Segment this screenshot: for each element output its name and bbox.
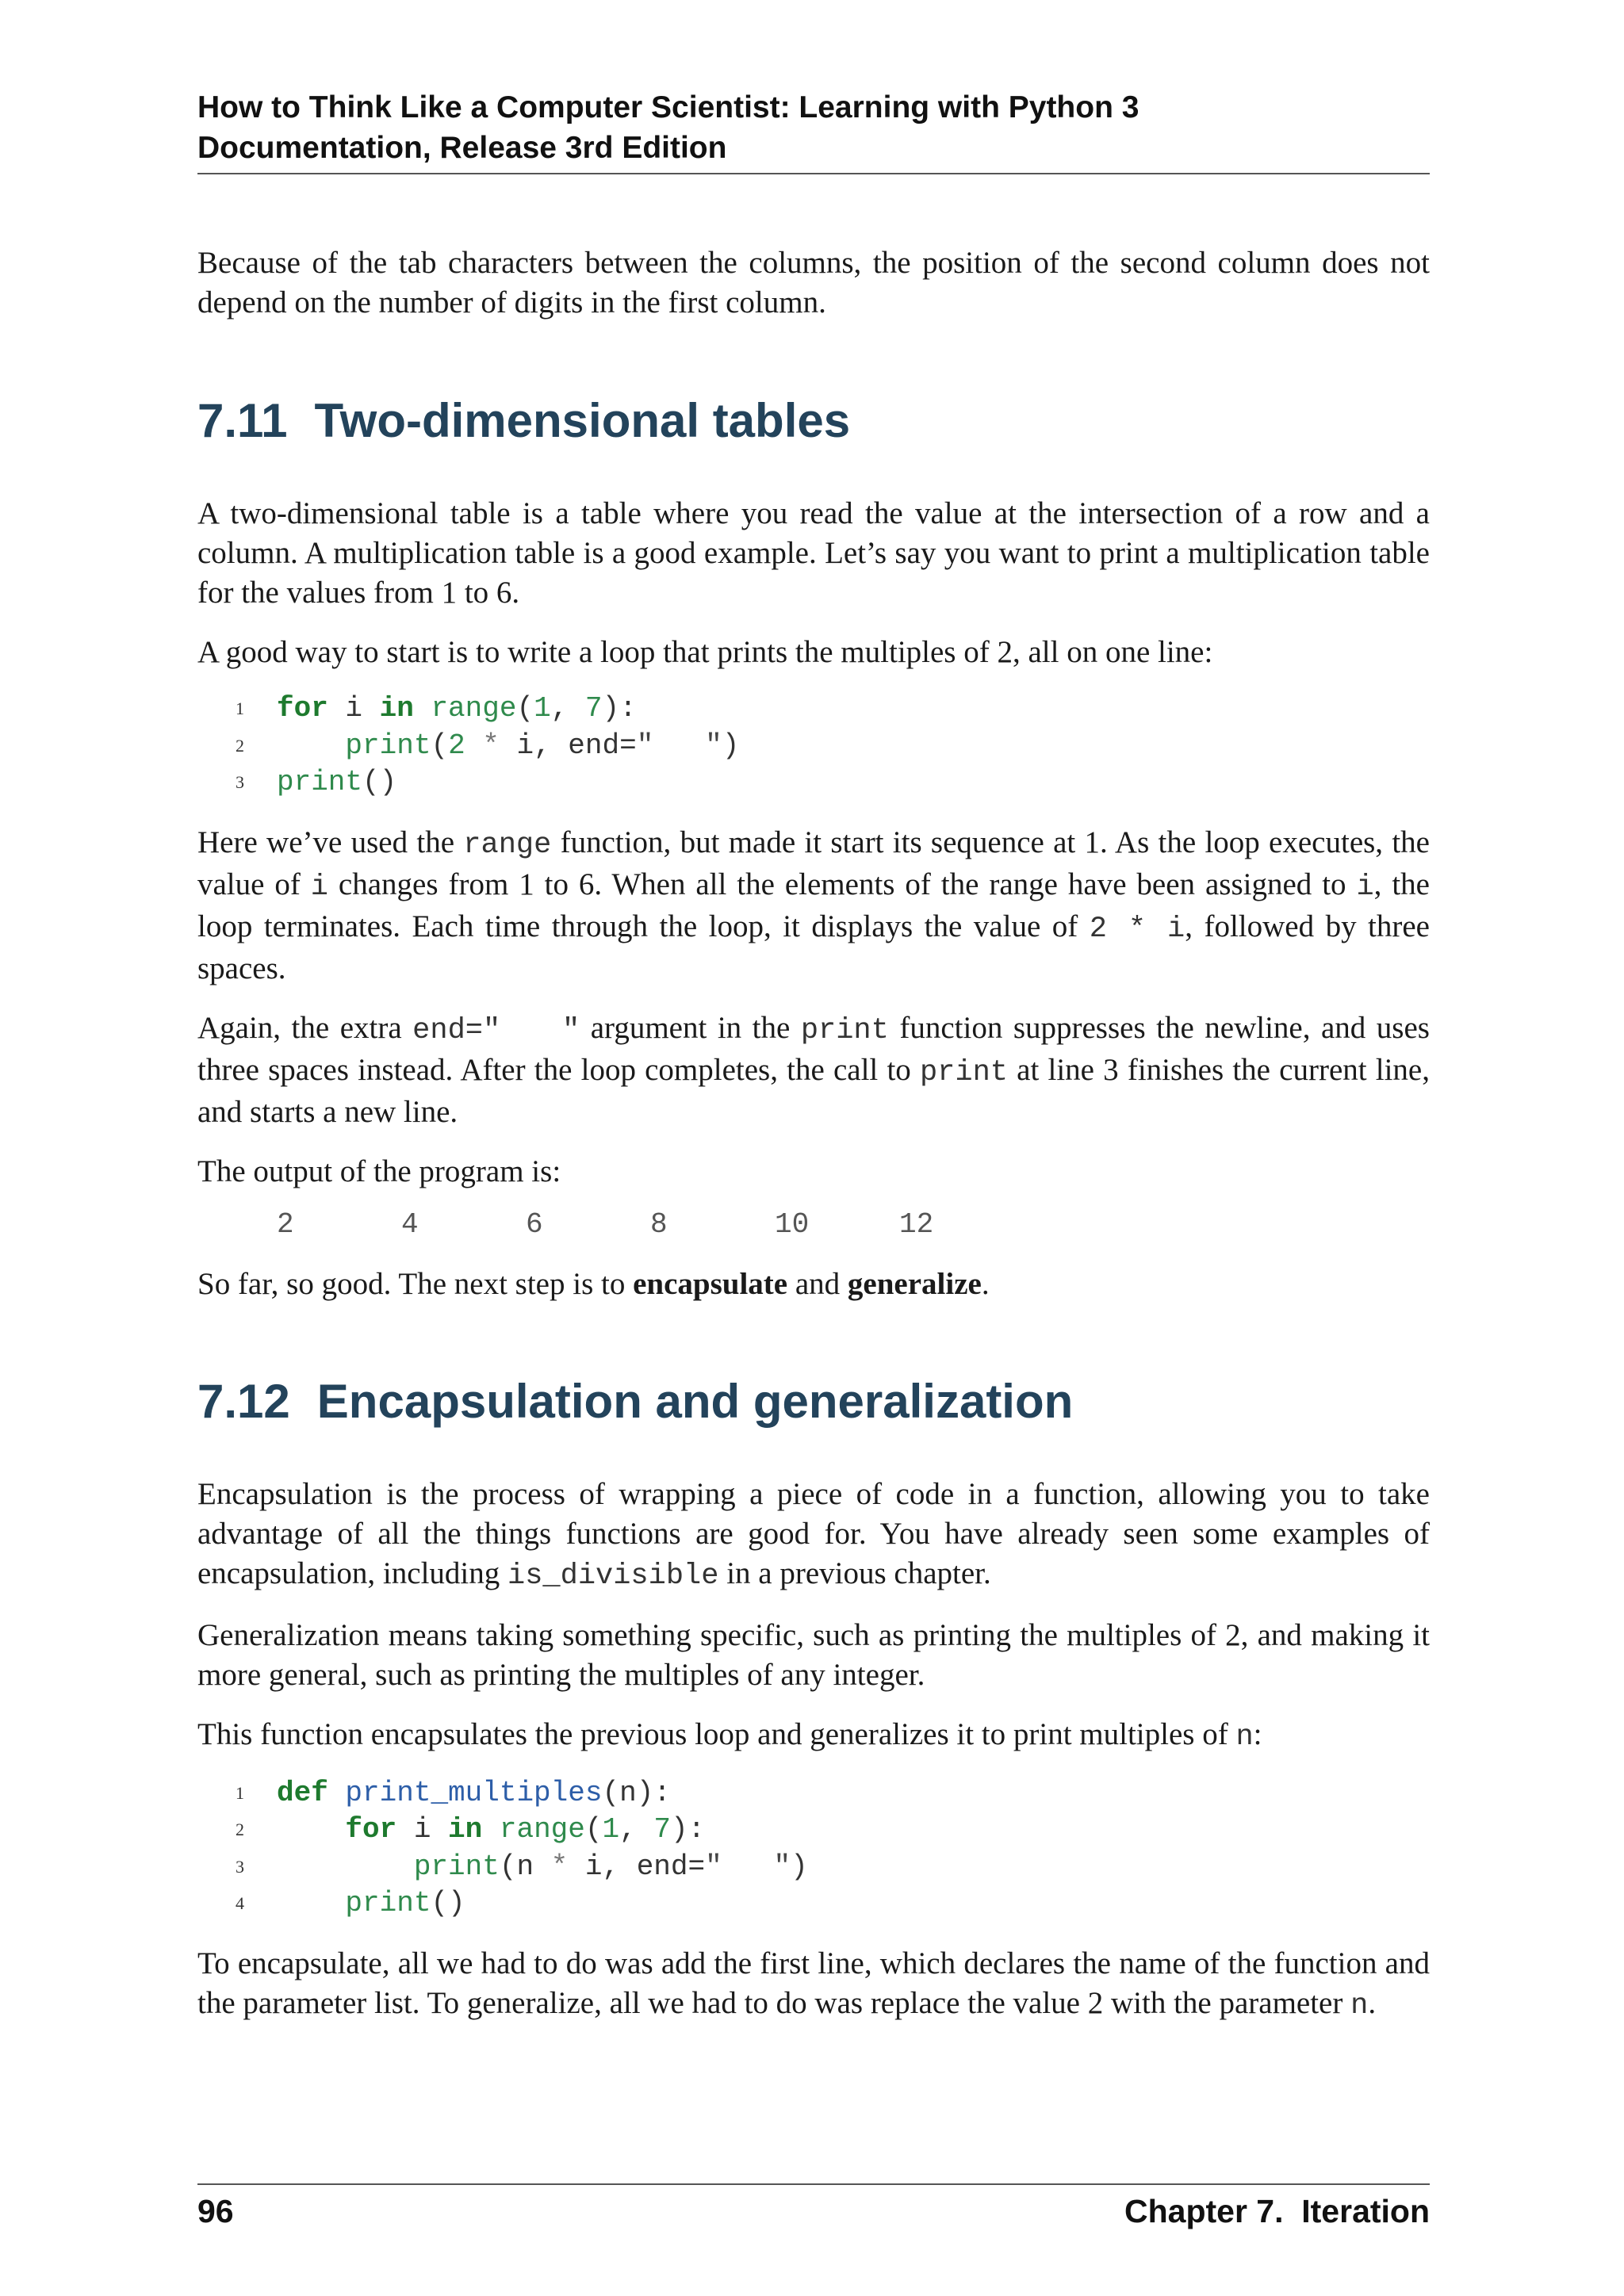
section-title: Two-dimensional tables [314, 394, 851, 447]
output-value: 6 [526, 1207, 543, 1241]
inline-code: n [1350, 1988, 1369, 2022]
code-line: 4 print() [197, 1885, 1430, 1923]
page-number: 96 [197, 2193, 234, 2229]
header-title-line1: How to Think Like a Computer Scientist: Learning with Python 3 [197, 90, 1139, 124]
output-value: 10 [775, 1207, 810, 1241]
inline-code: i [1356, 870, 1374, 904]
code-block-multiples-of-2 [197, 691, 1430, 802]
section-number: 7.12 [197, 1374, 290, 1428]
paragraph-range-explanation: Here we’ve used the range function, but made it start its sequence at 1. As the loop executes, the value of i changes from 1 to 6. When all the elements of the range have been assigned to i, the loop terminates. Each time through the loop, it displays the value of 2 * i, followed by three spaces. [197, 825, 1430, 985]
inline-code: range [463, 828, 552, 862]
paragraph-generalization-definition: Generalization means taking something specific, such as printing the multiples of 2, and making it more general, such as printing the multiples of any integer. [197, 1617, 1430, 1692]
inline-code: end=" " [412, 1013, 580, 1047]
inline-code: is_divisible [508, 1559, 719, 1593]
line-number: 2 [236, 1820, 244, 1839]
inline-code: i [310, 870, 329, 904]
paragraph-2d-tables-intro: A two-dimensional table is a table where you read the value at the intersection of a row and a column. A multiplication table is a good example. Let’s say you want to print a multiplication table for the values from 1 to 6. [197, 496, 1430, 610]
bold-term: encapsulate [633, 1266, 788, 1301]
paragraph-encapsulate-explanation: To encapsulate, all we had to do was add the first line, which declares the name of the function and the parameter list. To generalize, all we had to do was replace the value 2 with the parameter n. [197, 1946, 1430, 2022]
code-line: 2 for i in range(1, 7): [197, 1812, 1430, 1849]
line-number: 4 [236, 1893, 244, 1913]
code-line: 3 print(n * i, end=" ") [197, 1849, 1430, 1886]
paragraph-loop-intro: A good way to start is to write a loop that prints the multiples of 2, all on one line: [197, 635, 1213, 669]
line-number: 3 [236, 772, 244, 792]
intro-paragraph: Because of the tab characters between the columns, the position of the second column does not depend on the number of digits in the first column. [197, 246, 1430, 320]
section-number: 7.11 [197, 394, 288, 447]
paragraph-function-intro: This function encapsulates the previous loop and generalizes it to print multiples of n: [197, 1716, 1262, 1754]
paragraph-encapsulation-definition: Encapsulation is the process of wrapping a piece of code in a function, allowing you to take advantage of all the things functions are good for. You have already seen some examples of encapsulation, including is_divisible in a previous chapter. [197, 1476, 1430, 1593]
output-value: 12 [899, 1207, 934, 1241]
code-line: 1 for i in range(1, 7): [197, 691, 1430, 728]
paragraph-output-intro: The output of the program is: [197, 1154, 561, 1188]
line-number: 3 [236, 1856, 244, 1877]
code-line: 2 print(2 * i, end=" ") [197, 728, 1430, 765]
paragraph-end-argument: Again, the extra end=" " argument in the print function suppresses the newline, and uses three spaces instead. After the loop completes, the call to print at line 3 finishes the current line, and starts a new line. [197, 1010, 1430, 1129]
inline-code: n [1235, 1720, 1254, 1754]
document-page [197, 87, 1430, 2026]
chapter-label: Chapter 7. Iteration [1124, 2193, 1430, 2229]
program-output [197, 1207, 1430, 1243]
paragraph-next-step: So far, so good. The next step is to encapsulate and generalize. [197, 1266, 990, 1301]
inline-code: print [919, 1055, 1008, 1089]
output-value: 2 [277, 1207, 294, 1241]
code-block-print-multiples [197, 1775, 1430, 1923]
line-number: 2 [236, 735, 244, 756]
inline-code: 2 * i [1089, 912, 1185, 946]
section-title: Encapsulation and generalization [316, 1374, 1074, 1428]
code-line: 1 def print_multiples(n): [197, 1775, 1430, 1812]
header-title-line2: Documentation, Release 3rd Edition [197, 131, 727, 165]
page-footer [197, 2183, 1430, 2230]
section-heading-7-11 [197, 392, 1430, 450]
line-number: 1 [236, 1782, 244, 1803]
inline-code: print [800, 1013, 889, 1047]
line-number: 1 [236, 698, 244, 718]
code-line: 3 print() [197, 764, 1430, 802]
bold-term: generalize [847, 1266, 982, 1301]
output-value: 8 [650, 1207, 668, 1241]
section-heading-7-12 [197, 1373, 1430, 1430]
running-header [197, 87, 1430, 174]
output-value: 4 [401, 1207, 419, 1241]
